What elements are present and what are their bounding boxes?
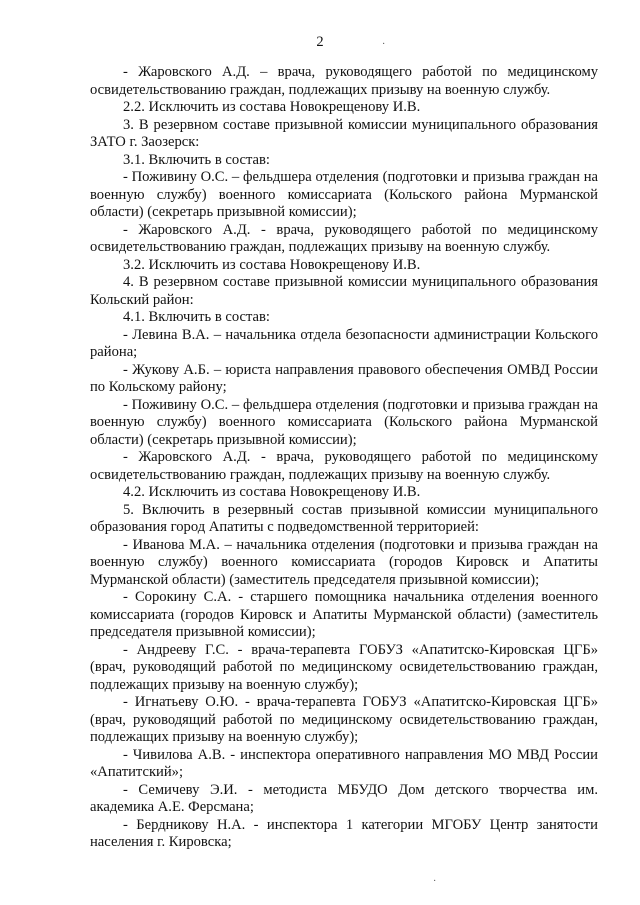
scan-speck: · [382, 39, 386, 50]
paragraph-3: 3. В резервном составе призывной комиссии муниципального образования ЗАТО г. Заозерск: [90, 116, 598, 150]
paragraph-ignatieva: - Игнатьеву О.Ю. - врача-терапевта ГОБУЗ «Апатитско-Кировская ЦГБ» (врач, руководящий работой по медицинскому освидетельствованию граждан, подлежащих призыву на военную службу); [90, 694, 598, 745]
paragraph-ivanov: - Иванова М.А. – начальника отделения (подготовки и призыва граждан на военную службу) военного комиссариата (городов Кировск и Апатиты Мурманской области) (заместитель председателя призывной комиссии); [90, 536, 598, 588]
paragraph-pozhivina-3: - Поживину О.С. – фельдшера отделения (подготовки и призыва граждан на военную службу) военного комиссариата (Кольского района Мурманской области) (секретарь призывной комиссии); [90, 169, 598, 220]
document-body [90, 64, 598, 852]
paragraph-zharovsky-4: - Жаровского А.Д. - врача, руководящего работой по медицинскому освидетельствованию граждан, подлежащих призыву на военную службу. [90, 449, 598, 483]
paragraph-4: 4. В резервном составе призывной комиссии муниципального образования Кольский район: [90, 274, 598, 308]
paragraph-chivilov: - Чивилова А.В. - инспектора оперативного направления МО МВД России «Апатитский»; [90, 746, 598, 780]
paragraph-berdnikova: - Бердникову Н.А. - инспектора 1 категории МГОБУ Центр занятости населения г. Кировска; [90, 816, 598, 850]
paragraph-sorokina: - Сорокину С.А. - старшего помощника начальника отделения военного комиссариата (городов Кировск и Апатиты Мурманской области) (заместитель председателя призывной комиссии); [90, 589, 598, 640]
paragraph-3-2: 3.2. Исключить из состава Новокрещенову И.В. [123, 256, 421, 273]
paragraph-zharovsky-2: - Жаровского А.Д. – врача, руководящего работой по медицинскому освидетельствованию граждан, подлежащих призыву на военную службу. [90, 64, 598, 98]
paragraph-3-1: 3.1. Включить в состав: [123, 151, 270, 168]
paragraph-zharovsky-3: - Жаровского А.Д. - врача, руководящего работой по медицинскому освидетельствованию граждан, подлежащих призыву на военную службу. [90, 221, 598, 255]
paragraph-2-2: 2.2. Исключить из состава Новокрещенову И.В. [123, 99, 421, 115]
paragraph-4-2: 4.2. Исключить из состава Новокрещенову И.В. [123, 484, 421, 500]
paragraph-pozhivina-4: - Поживину О.С. – фельдшера отделения (подготовки и призыва граждан на военную службу) военного комиссариата (Кольского района Мурманской области) (секретарь призывной комиссии); [90, 396, 598, 448]
page-number: 2 [316, 34, 324, 50]
paragraph-andreeva: - Андрееву Г.С. - врача-терапевта ГОБУЗ «Апатитско-Кировская ЦГБ» (врач, руководящий работой по медицинскому освидетельствованию граждан, подлежащих призыву на военную службу); [90, 641, 598, 693]
paragraph-semicheva: - Семичеву Э.И. - методиста МБУДО Дом детского творчества им. академика А.Е. Ферсмана; [90, 781, 598, 815]
paragraph-zhukova: - Жукову А.Б. – юриста направления правового обеспечения ОМВД России по Кольскому району; [90, 361, 598, 395]
paragraph-5: 5. Включить в резервный состав призывной комиссии муниципального образования город Апатиты с подведомственной территорией: [90, 501, 598, 535]
paragraph-levin: - Левина В.А. – начальника отдела безопасности администрации Кольского района; [90, 326, 598, 360]
scan-speck: · [433, 876, 437, 887]
paragraph-4-1: 4.1. Включить в состав: [123, 309, 270, 325]
